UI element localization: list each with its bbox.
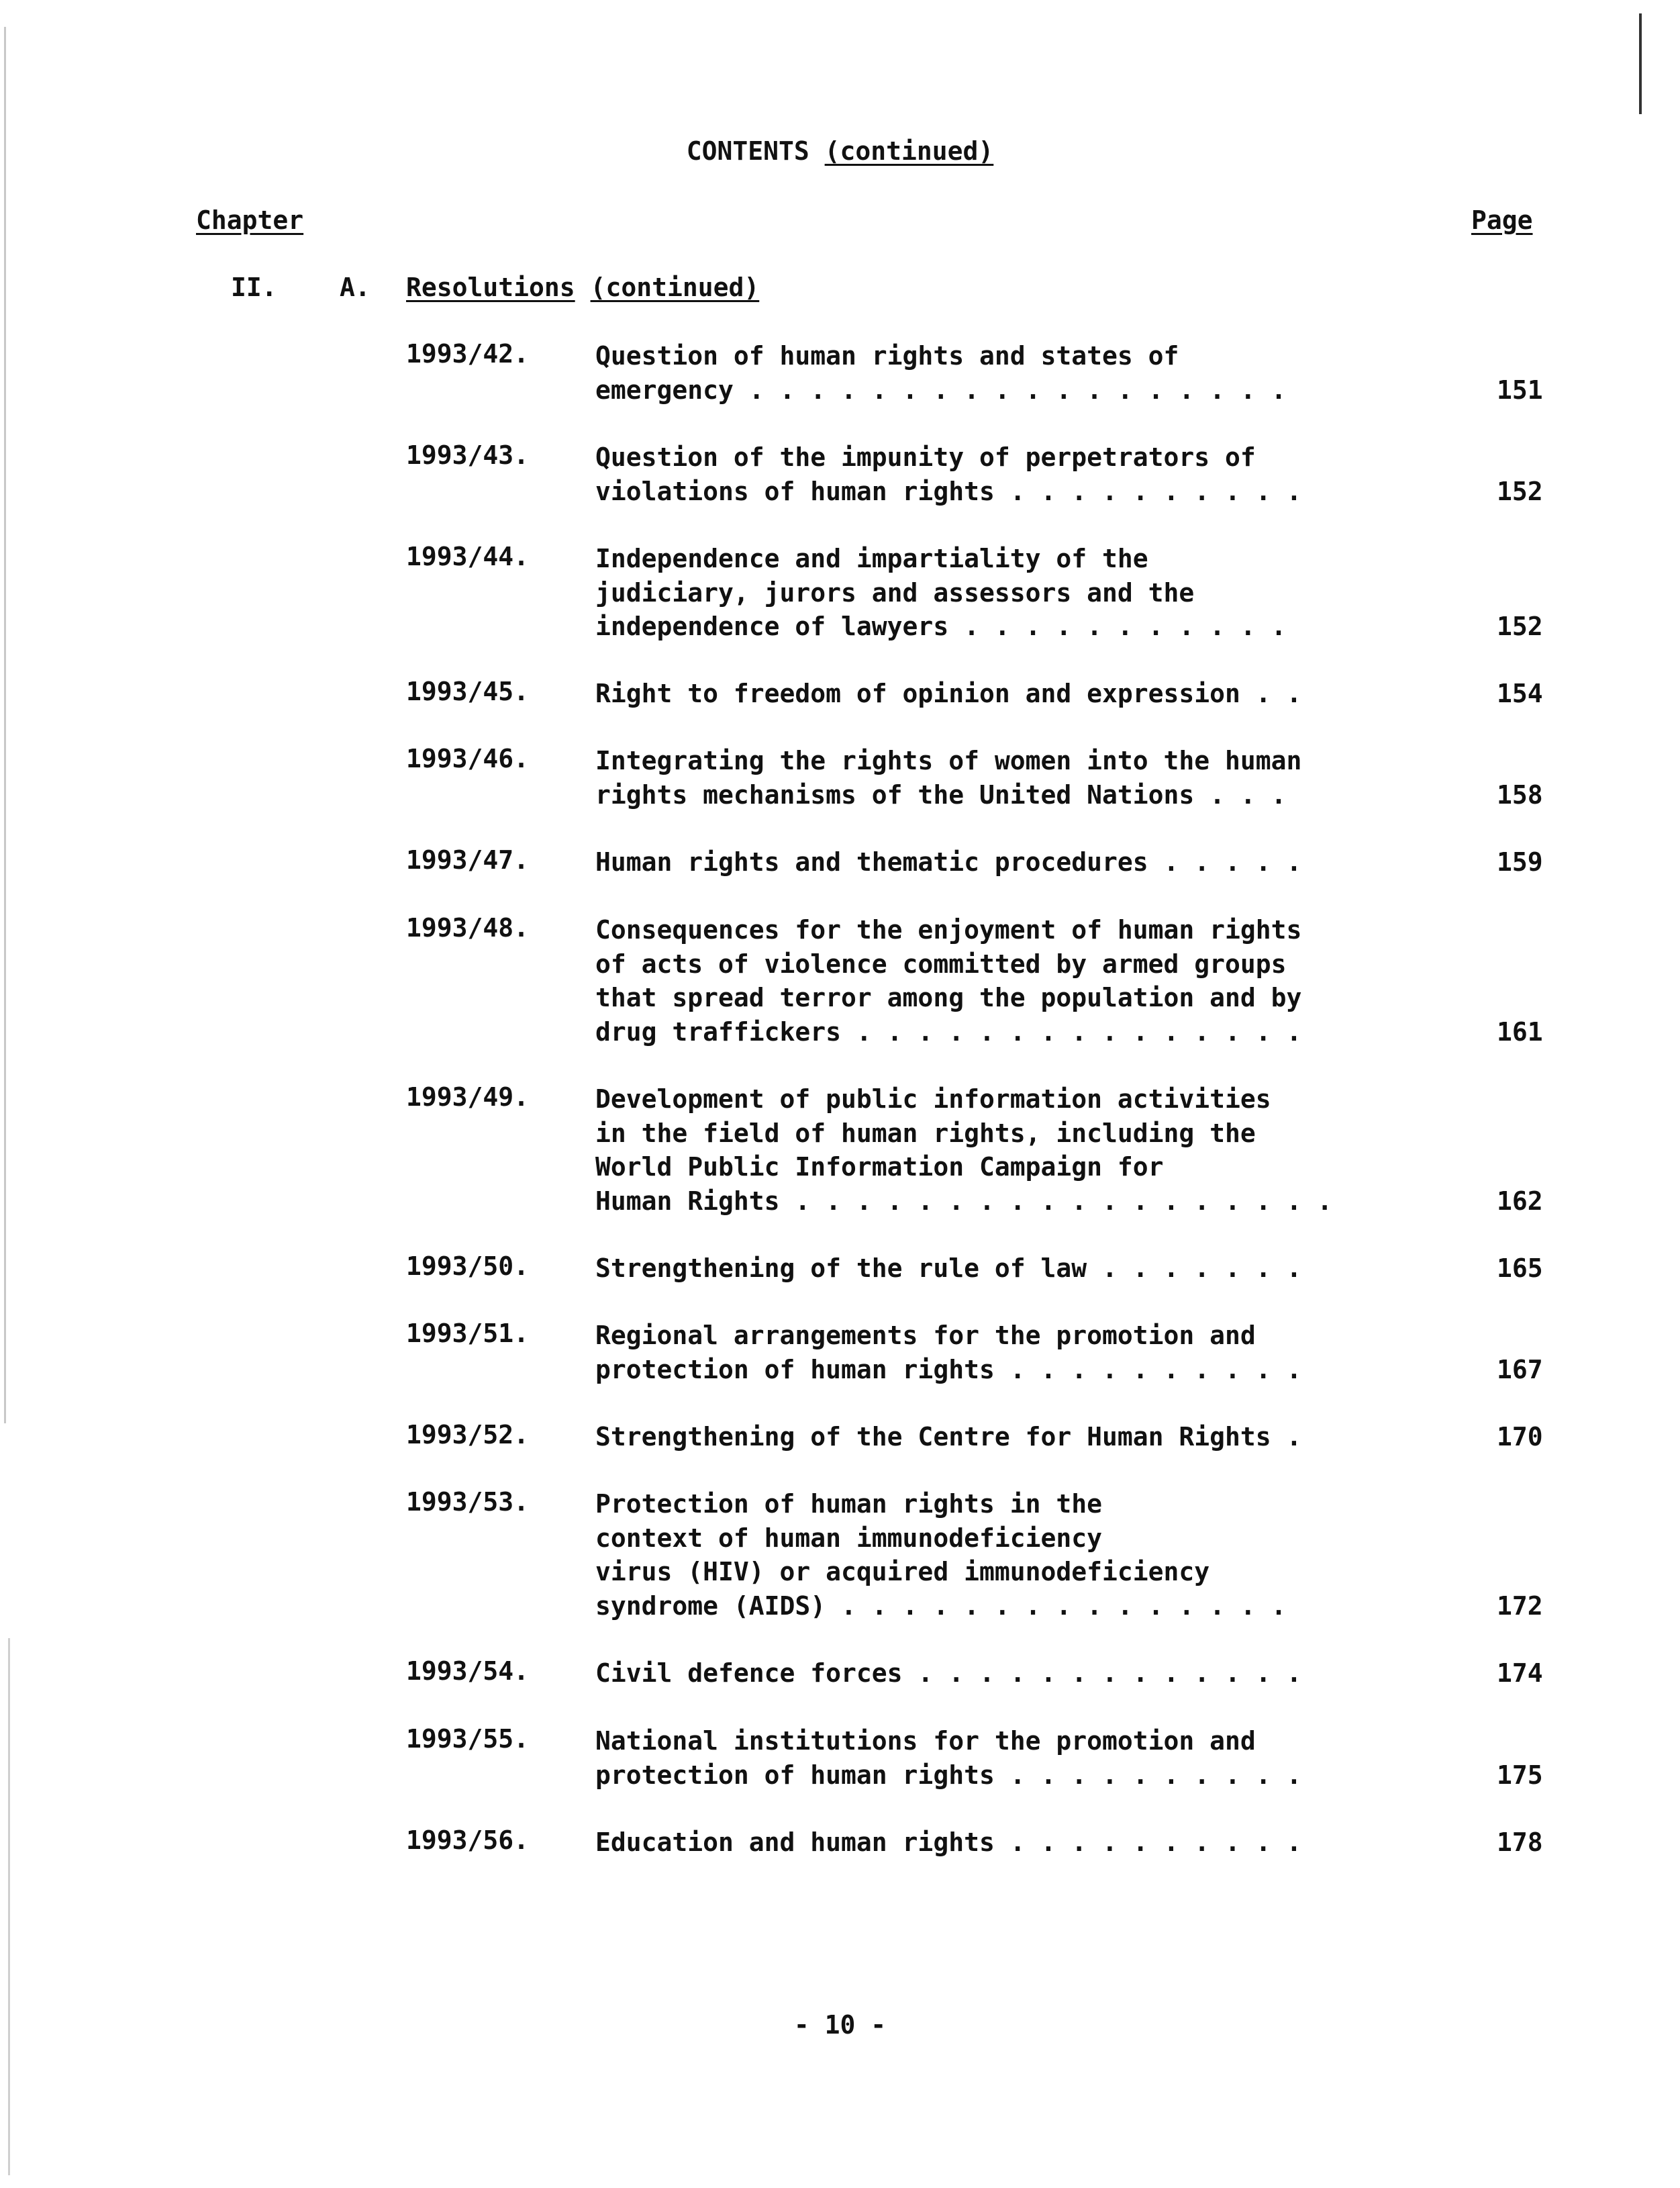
- resolution-title-line: Consequences for the enjoyment of human rights: [595, 915, 1302, 945]
- resolution-number: 1993/56.: [406, 1825, 530, 1855]
- resolution-number: 1993/49.: [406, 1082, 530, 1112]
- right-margin-mark: [1639, 13, 1642, 114]
- page-title: [0, 136, 1680, 166]
- resolution-title-line: Development of public information activities: [595, 1084, 1271, 1114]
- resolution-title: [595, 677, 1401, 711]
- title-text: CONTENTS: [686, 136, 809, 166]
- resolution-title-line: Right to freedom of opinion and expression . .: [595, 679, 1302, 708]
- page-reference: 152: [1497, 476, 1543, 506]
- resolution-title-line: Strengthening of the Centre for Human Rights .: [595, 1422, 1302, 1452]
- resolution-title-line: Human Rights . . . . . . . . . . . . . . . . . .: [595, 1186, 1333, 1216]
- resolution-title: [595, 845, 1401, 879]
- resolution-number: 1993/46.: [406, 744, 530, 773]
- resolution-number: 1993/43.: [406, 440, 530, 470]
- page-reference: 170: [1497, 1422, 1543, 1452]
- page-reference: 158: [1497, 779, 1543, 810]
- resolution-number: 1993/47.: [406, 845, 530, 875]
- resolution-title: [595, 744, 1401, 812]
- section-letter: A.: [340, 273, 370, 302]
- resolution-title-line: Integrating the rights of women into the human: [595, 746, 1302, 775]
- page-reference: 151: [1497, 375, 1543, 405]
- resolution-title-line: virus (HIV) or acquired immunodeficiency: [595, 1557, 1210, 1586]
- resolution-title: [595, 1487, 1401, 1623]
- resolution-number: 1993/48.: [406, 913, 530, 943]
- page-reference: 161: [1497, 1016, 1543, 1047]
- resolution-title-line: emergency . . . . . . . . . . . . . . . . . .: [595, 375, 1287, 405]
- chapter-column-heading: Chapter: [196, 205, 304, 235]
- resolution-title-line: Independence and impartiality of the: [595, 544, 1148, 573]
- page-reference: 154: [1497, 679, 1543, 708]
- page-reference: 159: [1497, 847, 1543, 877]
- resolution-title: [595, 1082, 1401, 1218]
- resolution-title-line: protection of human rights . . . . . . . . . .: [595, 1760, 1302, 1790]
- left-margin-line-lower: [8, 1638, 10, 2175]
- section-title: [406, 273, 759, 302]
- resolution-title: [595, 339, 1401, 407]
- page-reference: 172: [1497, 1590, 1543, 1621]
- resolution-title-line: drug traffickers . . . . . . . . . . . . . . .: [595, 1016, 1302, 1047]
- resolution-title-line: of acts of violence committed by armed groups: [595, 949, 1287, 979]
- resolution-title: [595, 1724, 1401, 1792]
- section-number: II.: [231, 273, 277, 302]
- resolution-title-line: World Public Information Campaign for: [595, 1152, 1164, 1182]
- resolution-title: [595, 1251, 1401, 1286]
- page-reference: 178: [1497, 1827, 1543, 1857]
- resolution-number: 1993/54.: [406, 1656, 530, 1686]
- resolution-title: [595, 913, 1401, 1049]
- resolution-title-line: context of human immunodeficiency: [595, 1523, 1102, 1553]
- resolution-number: 1993/55.: [406, 1724, 530, 1754]
- resolution-title-line: in the field of human rights, including the: [595, 1118, 1256, 1148]
- resolution-title: [595, 440, 1401, 508]
- resolution-title-line: violations of human rights . . . . . . . . . .: [595, 476, 1302, 506]
- resolution-title-line: rights mechanisms of the United Nations . . .: [595, 779, 1287, 810]
- resolution-title-line: Question of the impunity of perpetrators of: [595, 442, 1256, 472]
- resolution-title-line: protection of human rights . . . . . . . . . .: [595, 1354, 1302, 1384]
- resolution-number: 1993/42.: [406, 339, 530, 369]
- page-reference: 152: [1497, 612, 1543, 641]
- resolution-title-line: Civil defence forces . . . . . . . . . . . . .: [595, 1658, 1302, 1688]
- resolution-title-line: independence of lawyers . . . . . . . . . . .: [595, 612, 1287, 641]
- resolution-title-line: Protection of human rights in the: [595, 1489, 1102, 1519]
- resolution-title-line: judiciary, jurors and assessors and the: [595, 577, 1195, 608]
- resolution-title-line: National institutions for the promotion and: [595, 1726, 1256, 1756]
- resolution-title: [595, 1420, 1401, 1454]
- resolution-title-line: Regional arrangements for the promotion and: [595, 1321, 1256, 1350]
- section-title-text: Resolutions: [406, 273, 575, 302]
- resolution-number: 1993/44.: [406, 542, 530, 571]
- page-number: - 10 -: [793, 2010, 887, 2040]
- resolution-title-line: Human rights and thematic procedures . . . . .: [595, 847, 1302, 877]
- page-reference: 167: [1497, 1354, 1543, 1384]
- resolution-number: 1993/50.: [406, 1251, 530, 1281]
- resolution-number: 1993/45.: [406, 677, 530, 706]
- resolution-number: 1993/51.: [406, 1319, 530, 1348]
- left-margin-line: [4, 27, 6, 1423]
- resolution-title: [595, 542, 1401, 644]
- page-reference: 175: [1497, 1760, 1543, 1790]
- title-suffix: (continued): [824, 136, 994, 166]
- page-reference: 174: [1497, 1658, 1543, 1688]
- page-reference: 165: [1497, 1253, 1543, 1283]
- resolution-title: [595, 1656, 1401, 1691]
- resolution-title-line: Strengthening of the rule of law . . . . . . .: [595, 1253, 1302, 1283]
- resolution-number: 1993/52.: [406, 1420, 530, 1449]
- resolution-title-line: syndrome (AIDS) . . . . . . . . . . . . . . .: [595, 1590, 1287, 1621]
- page-column-heading: Page: [1471, 205, 1533, 235]
- section-title-suffix: (continued): [590, 273, 760, 302]
- resolution-title: [595, 1825, 1401, 1860]
- page-reference: 162: [1497, 1186, 1543, 1216]
- resolution-number: 1993/53.: [406, 1487, 530, 1517]
- resolution-title-line: Education and human rights . . . . . . . . . .: [595, 1827, 1302, 1857]
- resolution-title: [595, 1319, 1401, 1386]
- resolution-title-line: Question of human rights and states of: [595, 341, 1179, 371]
- resolution-title-line: that spread terror among the population and by: [595, 983, 1302, 1012]
